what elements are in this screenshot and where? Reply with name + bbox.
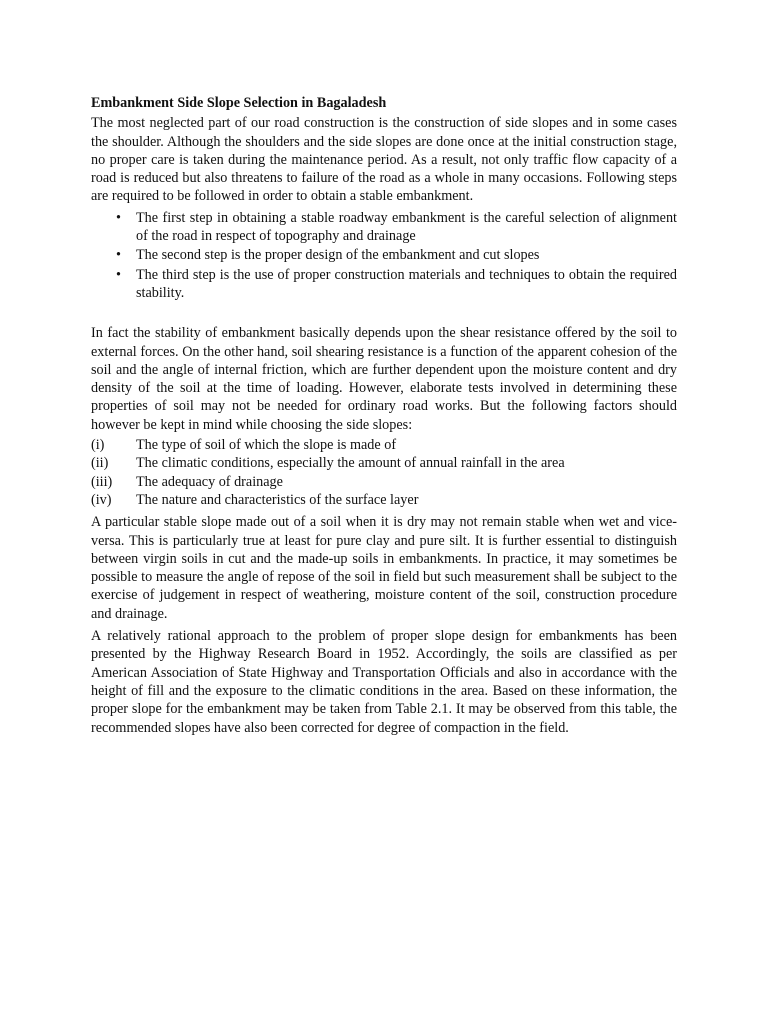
- document-page: [91, 94, 677, 737]
- list-item: [91, 473, 677, 491]
- bullet-icon: •: [116, 266, 121, 283]
- list-item: [91, 266, 677, 303]
- list-item-text: The third step is the use of proper construction materials and techniques to obtain the required stability.: [136, 266, 677, 301]
- approach-paragraph: A relatively rational approach to the problem of proper slope design for embankments has been presented by the Highway Research Board in 1952. Accordingly, the soils are classified as per American Association of State Highway and Transportation Officials and also in accordance with the height of fill and the exposure to the climatic conditions in the area. Based on these information, the proper slope for the embankment may be taken from Table 2.1. It may be observed from this table, the recommended slopes have also been corrected for degree of compaction in the field.: [91, 628, 677, 736]
- list-item-text: The first step in obtaining a stable roadway embankment is the careful selection of alignment of the road in respect of topography and drainage: [136, 209, 677, 245]
- factors-list: [91, 436, 677, 509]
- list-item-text: The adequacy of drainage: [136, 473, 283, 490]
- bullet-icon: •: [116, 247, 121, 264]
- list-item: [91, 209, 677, 246]
- document-title: Embankment Side Slope Selection in Bagaladesh: [91, 95, 387, 111]
- list-item: [91, 436, 677, 454]
- list-item: [91, 246, 677, 264]
- bullet-icon: •: [116, 209, 121, 226]
- list-item-text: The second step is the proper design of the embankment and cut slopes: [136, 247, 540, 264]
- list-item-text: The climatic conditions, especially the amount of annual rainfall in the area: [136, 455, 565, 472]
- list-item: [91, 454, 677, 472]
- list-item-text: The nature and characteristics of the surface layer: [136, 491, 419, 508]
- list-item-number: (iii): [91, 473, 113, 490]
- list-item-number: (i): [91, 437, 105, 454]
- slope-paragraph: A particular stable slope made out of a soil when it is dry may not remain stable when wet and vice-versa. This is particularly true at least for pure clay and pure silt. It is further essential to distinguish between virgin soils in cut and the made-up soils in embankments. In practice, it may sometimes be possible to measure the angle of repose of the soil in field but such measurement shall be subject to the exercise of judgement in respect of weathering, moisture content of the soil, construction procedure and drainage.: [91, 514, 677, 622]
- list-item-number: (iv): [91, 491, 112, 508]
- steps-list: [91, 209, 677, 302]
- stability-paragraph: In fact the stability of embankment basically depends upon the shear resistance offered by the soil to external forces. On the other hand, soil shearing resistance is a function of the apparent cohesion of the soil and the angle of internal friction, which are further dependent upon the moisture content and dry density of the soil at the time of loading. However, elaborate tests involved in determining these properties of soil may not be needed for ordinary road works. But the following factors should however be kept in mind while choosing the side slopes:: [91, 325, 677, 433]
- list-item-text: The type of soil of which the slope is made of: [136, 437, 397, 454]
- list-item: [91, 491, 677, 509]
- intro-paragraph: The most neglected part of our road construction is the construction of side slopes and in some cases the shoulder. Although the shoulders and the side slopes are done once at the initial construction stage, no proper care is taken during the maintenance period. As a result, not only traffic flow capacity of a road is reduced but also threatens to failure of the road as a whole in many occasions. Following steps are required to be followed in order to obtain a stable embankment.: [91, 115, 677, 205]
- list-item-number: (ii): [91, 455, 109, 472]
